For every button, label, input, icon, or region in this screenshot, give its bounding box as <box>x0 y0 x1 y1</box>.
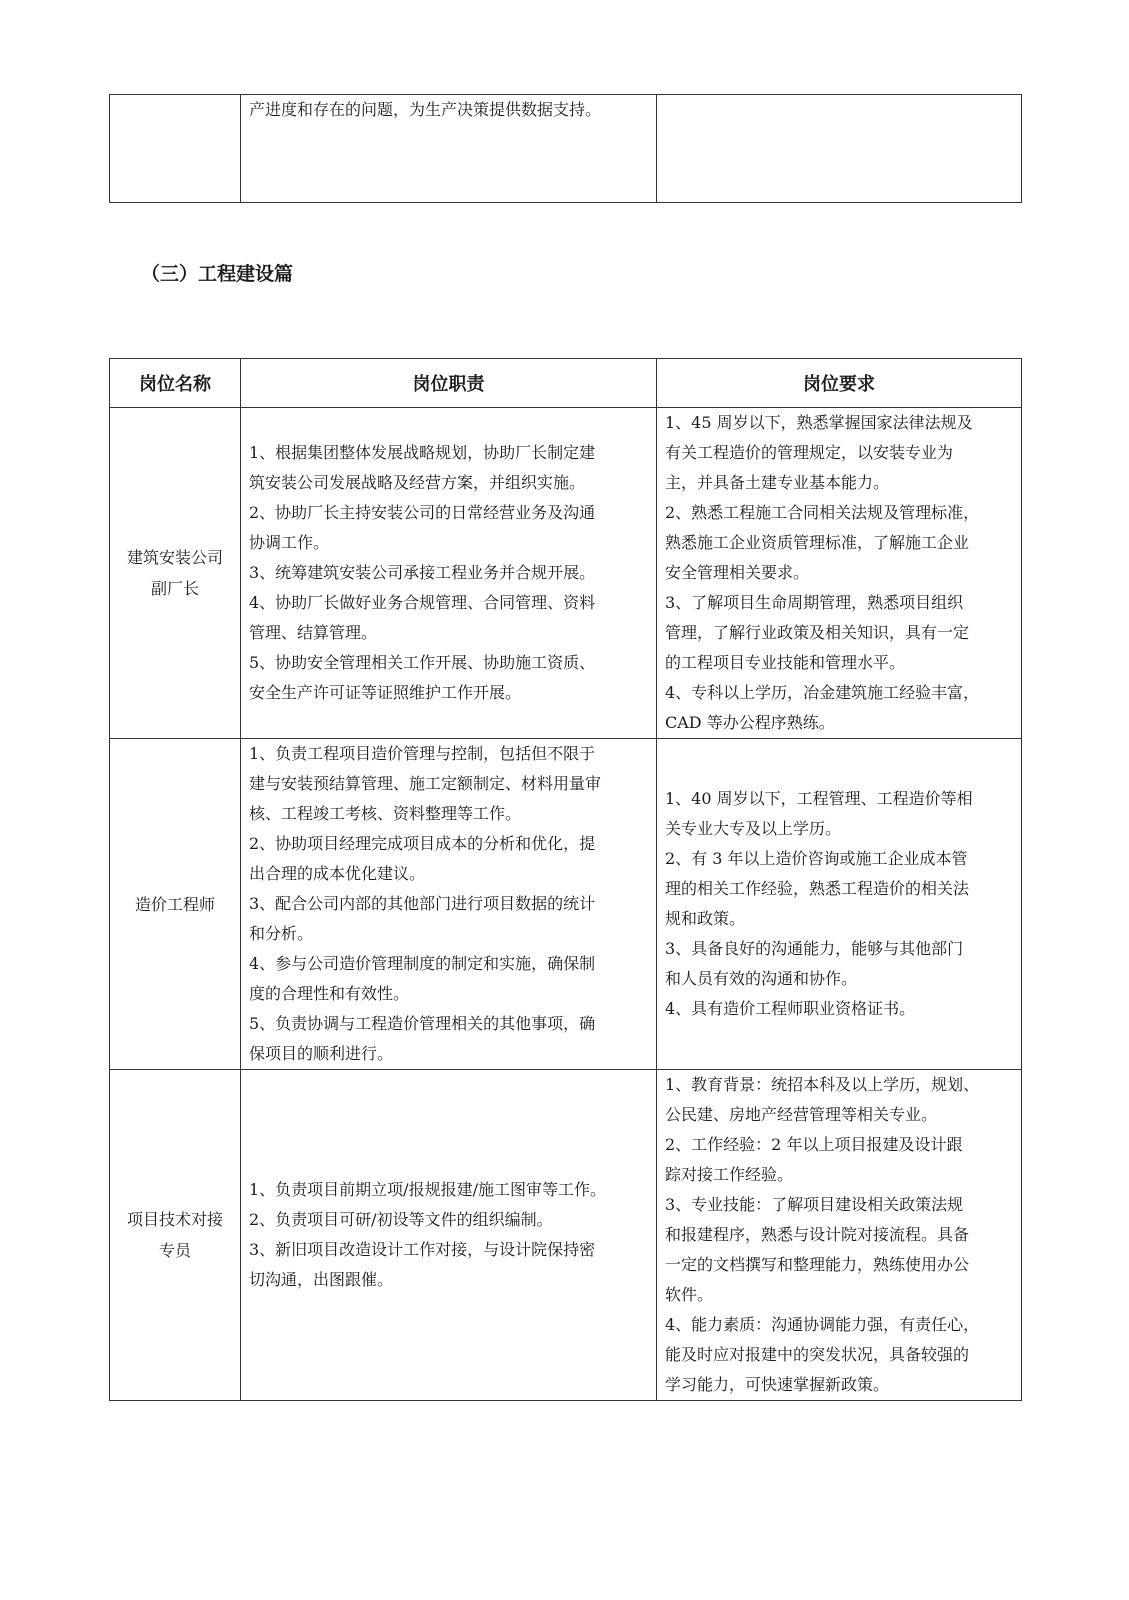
text-line: 和人员有效的沟通和协作。 <box>665 969 858 988</box>
text-line: 和报建程序，熟悉与设计院对接流程。具备 <box>665 1225 970 1244</box>
table-row <box>110 95 1022 203</box>
continued-table <box>109 94 1022 203</box>
text-line: 切沟通，出图跟催。 <box>249 1270 394 1289</box>
text-line: 1、根据集团整体发展战略规划，协助厂长制定建 <box>249 443 596 462</box>
text-line: 一定的文档撰写和整理能力，熟练使用办公 <box>665 1255 970 1274</box>
text-line: 保项目的顺利进行。 <box>249 1044 394 1063</box>
text-line: 1、负责项目前期立项/报规报建/施工图审等工作。 <box>249 1180 606 1199</box>
text-line: 主，并具备土建专业基本能力。 <box>665 473 890 492</box>
table-row <box>110 408 1022 739</box>
positions-table <box>109 358 1022 1401</box>
text-line: 安全生产许可证等证照维护工作开展。 <box>249 683 522 702</box>
text-line: 管理、结算管理。 <box>249 623 378 642</box>
header-row <box>110 359 1022 408</box>
header-position-name: 岗位名称 <box>110 359 241 408</box>
text-line: 1、40 周岁以下，工程管理、工程造价等相 <box>665 789 973 808</box>
text-line: 5、协助安全管理相关工作开展、协助施工资质、 <box>249 653 596 672</box>
text-line: 有关工程造价的管理规定，以安装专业为 <box>665 443 954 462</box>
text-line: 1、45 周岁以下，熟悉掌握国家法律法规及 <box>665 413 973 432</box>
text-line: 能及时应对报建中的突发状况，具备较强的 <box>665 1345 970 1364</box>
text-line: 理的相关工作经验，熟悉工程造价的相关法 <box>665 879 970 898</box>
requirement-cell <box>657 408 1022 739</box>
position-name <box>110 739 241 1070</box>
text-line: 3、统筹建筑安装公司承接工程业务并合规开展。 <box>249 563 596 582</box>
text-line: 副厂长 <box>150 579 199 598</box>
text-line: 2、协助厂长主持安装公司的日常经营业务及沟通 <box>249 503 596 522</box>
text-line: 公民建、房地产经营管理等相关专业。 <box>665 1105 938 1124</box>
position-name <box>110 408 241 739</box>
duty-cell <box>241 1070 657 1401</box>
text-line: 关专业大专及以上学历。 <box>665 819 842 838</box>
text-line: 管理，了解行业政策及相关知识，具有一定 <box>665 623 970 642</box>
duty-cell <box>241 95 657 203</box>
text-line: 4、能力素质：沟通协调能力强，有责任心， <box>665 1315 980 1334</box>
requirement-cell <box>657 739 1022 1070</box>
table-row <box>110 739 1022 1070</box>
text-line: 度的合理性和有效性。 <box>249 984 410 1003</box>
text-line: 3、了解项目生命周期管理，熟悉项目组织 <box>665 593 964 612</box>
text-line: 建与安装预结算管理、施工定额制定、材料用量审 <box>249 774 602 793</box>
text-line: 出合理的成本优化建议。 <box>249 864 426 883</box>
text-line: 和分析。 <box>249 924 314 943</box>
text-line: 1、负责工程项目造价管理与控制，包括但不限于 <box>249 744 596 763</box>
table-row <box>110 1070 1022 1401</box>
text-line: 2、熟悉工程施工合同相关法规及管理标准， <box>665 503 980 522</box>
text-line: 踪对接工作经验。 <box>665 1165 794 1184</box>
text-line: 项目技术对接 <box>126 1210 223 1229</box>
text-line: 4、参与公司造价管理制度的制定和实施，确保制 <box>249 954 596 973</box>
text-line: 2、负责项目可研/初设等文件的组织编制。 <box>249 1210 553 1229</box>
header-requirements: 岗位要求 <box>657 359 1022 408</box>
text-line: 筑安装公司发展战略及经营方案，并组织实施。 <box>249 473 586 492</box>
requirement-cell <box>657 1070 1022 1401</box>
duty-text <box>249 95 650 125</box>
text-line: 学习能力，可快速掌握新政策。 <box>665 1375 890 1394</box>
text-line: 软件。 <box>665 1285 714 1304</box>
text-line: 核、工程竣工考核、资料整理等工作。 <box>249 804 522 823</box>
section-heading: （三）工程建设篇 <box>141 263 294 285</box>
text-line: 专员 <box>158 1241 191 1260</box>
text-line: 4、专科以上学历，冶金建筑施工经验丰富， <box>665 683 980 702</box>
text-line: 2、有 3 年以上造价咨询或施工企业成本管 <box>665 849 968 868</box>
empty-name-cell <box>110 95 241 203</box>
text-line: 5、负责协调与工程造价管理相关的其他事项，确 <box>249 1014 596 1033</box>
text-line: 4、具有造价工程师职业资格证书。 <box>665 999 916 1018</box>
text-line: 造价工程师 <box>134 894 215 914</box>
empty-requirement-cell <box>657 95 1022 203</box>
text-line: 3、配合公司内部的其他部门进行项目数据的统计 <box>249 894 596 913</box>
text-line: 规和政策。 <box>665 909 746 928</box>
text-line: 3、专业技能：了解项目建设相关政策法规 <box>665 1195 964 1214</box>
text-line: 3、具备良好的沟通能力，能够与其他部门 <box>665 939 964 958</box>
text-line: CAD 等办公程序熟练。 <box>665 713 835 732</box>
text-line: 熟悉施工企业资质管理标准，了解施工企业 <box>665 533 970 552</box>
position-name <box>110 1070 241 1401</box>
text-line: 2、协助项目经理完成项目成本的分析和优化，提 <box>249 834 596 853</box>
text-line: 的工程项目专业技能和管理水平。 <box>665 653 906 672</box>
duty-cell <box>241 408 657 739</box>
text-line: 2、工作经验：2 年以上项目报建及设计跟 <box>665 1135 963 1154</box>
text-line: 协调工作。 <box>249 533 330 552</box>
text-line: 1、教育背景：统招本科及以上学历，规划、 <box>665 1075 980 1094</box>
text-line: 安全管理相关要求。 <box>665 563 810 582</box>
duty-cell <box>241 739 657 1070</box>
header-duties: 岗位职责 <box>241 359 657 408</box>
text-line: 4、协助厂长做好业务合规管理、合同管理、资料 <box>249 593 596 612</box>
text-line: 产进度和存在的问题，为生产决策提供数据支持。 <box>249 100 602 119</box>
text-line: 3、新旧项目改造设计工作对接，与设计院保持密 <box>249 1240 596 1259</box>
text-line: 建筑安装公司 <box>126 548 223 567</box>
